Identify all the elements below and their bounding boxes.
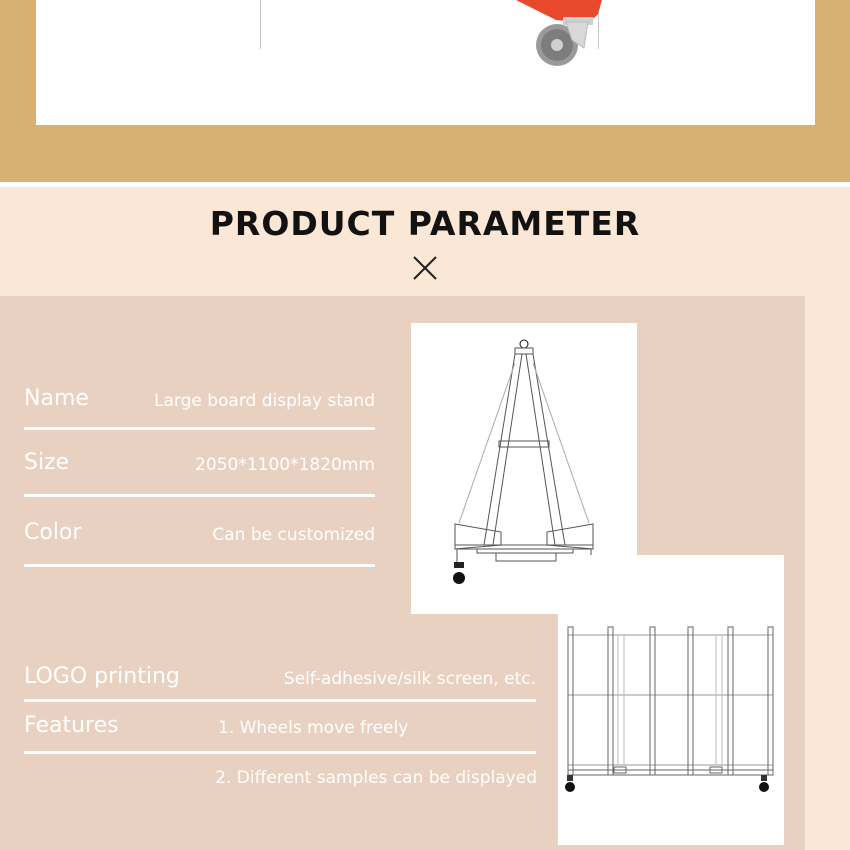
param-label-name: Name	[24, 386, 89, 411]
times-icon	[411, 254, 439, 282]
param-label-size: Size	[24, 450, 70, 475]
param-divider	[24, 494, 375, 497]
front-view-illustration	[558, 555, 784, 845]
param-value-name: Large board display stand	[154, 391, 375, 411]
param-value-features-1: 1. Wheels move freely	[218, 718, 409, 738]
section-divider	[0, 182, 850, 187]
param-value-size: 2050*1100*1820mm	[195, 455, 375, 475]
param-divider	[24, 751, 536, 754]
param-label-color: Color	[24, 520, 82, 545]
param-label-logo: LOGO printing	[24, 664, 180, 689]
param-label-features: Features	[24, 713, 119, 738]
wheel-photo	[36, 0, 815, 125]
param-value-logo: Self-adhesive/silk screen, etc.	[283, 669, 536, 689]
param-divider	[24, 564, 375, 567]
param-divider	[24, 427, 375, 430]
section-title: PRODUCT PARAMETER	[209, 204, 641, 243]
front-view-drawing	[558, 555, 784, 845]
param-divider	[24, 699, 536, 702]
param-value-features-2: 2. Different samples can be displayed	[215, 768, 537, 788]
product-photo-card	[36, 0, 815, 125]
param-value-color: Can be customized	[212, 525, 375, 545]
